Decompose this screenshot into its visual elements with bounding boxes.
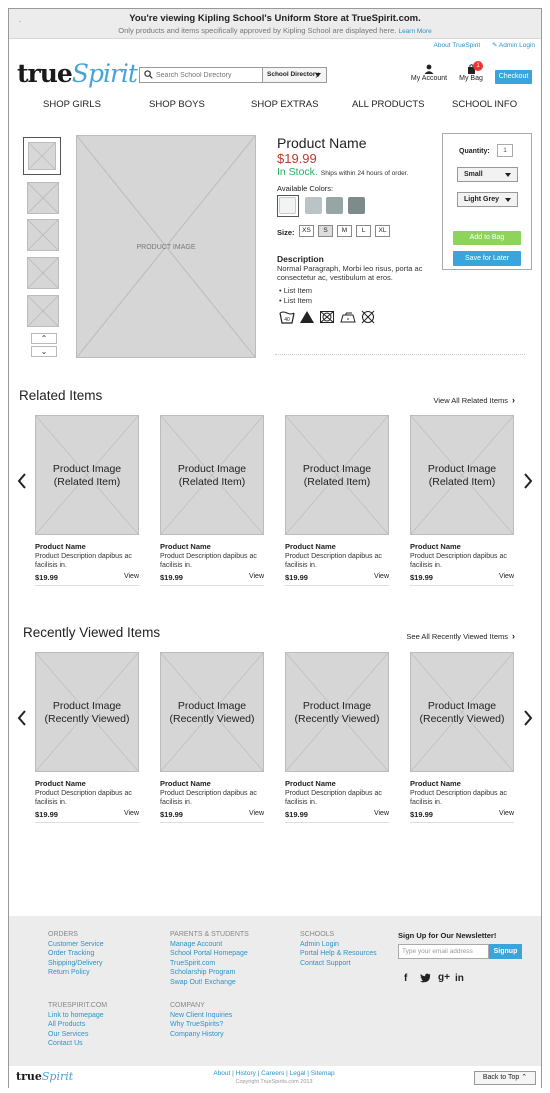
product-card-name[interactable]: Product Name: [160, 779, 211, 788]
chevron-down-icon: [505, 173, 511, 177]
product-card-image-label: Product Image (Recently Viewed): [169, 700, 255, 725]
logo-true: true: [17, 59, 72, 88]
admin-login-link[interactable]: ✎ Admin Login: [491, 42, 535, 49]
thumbnail-3[interactable]: [27, 219, 59, 251]
footer-link[interactable]: School Portal Homepage: [170, 950, 248, 957]
footer-link[interactable]: Customer Service: [48, 940, 104, 948]
quantity-input[interactable]: 1: [497, 144, 513, 157]
product-card-description: Product Description dapibus ac facilisis in.: [160, 790, 257, 806]
thumbnail-4[interactable]: [27, 257, 59, 289]
footer-bottom-links[interactable]: About | History | Careers | Legal | Sitemap: [213, 1070, 335, 1077]
banner-title: You're viewing Kipling School's Uniform Store at TrueSpirit.com.: [129, 13, 421, 24]
footer-link[interactable]: Admin Login: [300, 940, 339, 948]
product-card-price: $19.99: [410, 810, 433, 819]
about-truespirit-link[interactable]: About TrueSpirit: [433, 42, 481, 49]
footer-col-heading: TRUESPIRIT.COM: [48, 1002, 108, 1009]
top-links: [424, 41, 535, 49]
no-dry-clean-icon: [360, 309, 376, 325]
bag-count-badge: 1: [473, 61, 483, 71]
product-card-price-row: [285, 810, 389, 819]
related-items-title: Related Items: [19, 388, 103, 403]
bleach-icon: [299, 309, 315, 325]
product-card-image-label: Product Image (Recently Viewed): [419, 700, 505, 725]
main-product-image: [76, 135, 256, 358]
logo-spirit: Spirit: [71, 59, 137, 88]
product-card-name[interactable]: Product Name: [160, 542, 211, 551]
description-heading: Description: [277, 254, 324, 264]
footer-link[interactable]: Scholarship Program: [170, 969, 236, 976]
product-card-price: $19.99: [160, 810, 183, 819]
product-card[interactable]: [160, 652, 264, 823]
footer-col-orders: [48, 930, 104, 978]
stock-status: [277, 166, 408, 178]
thumbnail-image: [28, 142, 56, 170]
learn-more-link[interactable]: Learn More: [398, 28, 432, 35]
size-xl-button[interactable]: XL: [375, 225, 390, 237]
product-card-price-row: [35, 573, 139, 582]
thumbnail-5[interactable]: [27, 295, 59, 327]
buy-box: [442, 133, 532, 270]
product-card-divider: [410, 585, 514, 586]
view-all-related-label: View All Related Items: [433, 396, 508, 405]
related-prev-arrow[interactable]: [17, 473, 27, 494]
my-bag-label: My Bag: [459, 75, 483, 82]
tumble-dry-icon: [319, 309, 335, 325]
product-card-price: $19.99: [410, 573, 433, 582]
my-account-label: My Account: [410, 75, 448, 82]
product-card-image-label: Product Image (Recently Viewed): [44, 700, 130, 725]
product-card-name[interactable]: Product Name: [285, 542, 336, 551]
product-card-description: Product Description dapibus ac facilisis in.: [410, 553, 507, 569]
product-card[interactable]: [285, 652, 389, 823]
product-card-price-row: [160, 810, 264, 819]
product-card-view-link[interactable]: View: [248, 573, 264, 580]
product-card-view-link[interactable]: View: [248, 810, 264, 817]
checkout-button[interactable]: Checkout: [495, 70, 532, 84]
size-l-button[interactable]: L: [356, 225, 371, 237]
footer-link[interactable]: Contact Support: [300, 959, 351, 967]
back-to-top-button[interactable]: Back to Top ⌃: [474, 1071, 536, 1085]
footer-link[interactable]: TrueSpirit.com: [170, 959, 216, 967]
product-card-divider: [160, 585, 264, 586]
size-m-button[interactable]: M: [337, 225, 352, 237]
product-card-view-link[interactable]: View: [123, 810, 139, 817]
product-card-description: Product Description dapibus ac facilisis in.: [285, 553, 382, 569]
product-card[interactable]: [410, 415, 514, 586]
footer-col-truespirit: [48, 1001, 107, 1049]
search-icon[interactable]: [144, 70, 153, 81]
product-card-name[interactable]: Product Name: [35, 542, 86, 551]
nav-school-info[interactable]: SCHOOL INFO: [452, 99, 518, 110]
chevron-down-icon: [315, 73, 321, 77]
page-frame: [8, 8, 542, 1088]
truespirit-logo[interactable]: [17, 59, 137, 88]
product-card-price: $19.99: [285, 573, 308, 582]
footer-bottom-bar: [9, 1066, 541, 1088]
product-card-price-row: [285, 573, 389, 582]
product-card-divider: [285, 822, 389, 823]
banner-dot: .: [19, 15, 22, 24]
care-icons: [279, 309, 378, 329]
product-card-name[interactable]: Product Name: [35, 779, 86, 788]
footer-col-heading: ORDERS: [48, 931, 78, 938]
divider: [275, 354, 525, 355]
see-all-recent-link[interactable]: [406, 631, 515, 641]
nav-all-products[interactable]: ALL PRODUCTS: [352, 99, 425, 110]
my-account-button[interactable]: [409, 64, 449, 82]
copyright: Copyright TrueSpirits.com 2013: [235, 1079, 313, 1085]
product-card-price-row: [410, 573, 514, 582]
footer-col-company: [170, 1001, 232, 1039]
product-card-image-label: Product Image (Recently Viewed): [294, 700, 380, 725]
footer-link[interactable]: Why TrueSpirits?: [170, 1021, 224, 1028]
product-card-view-link[interactable]: View: [373, 573, 389, 580]
my-bag-button[interactable]: [457, 64, 485, 82]
product-card-price: $19.99: [35, 810, 58, 819]
product-card-view-link[interactable]: View: [123, 573, 139, 580]
product-card[interactable]: [410, 652, 514, 823]
footer-link[interactable]: New Client Inquiries: [170, 1011, 233, 1019]
linkedin-icon[interactable]: in: [455, 973, 464, 984]
color-swatch-3[interactable]: [326, 197, 343, 214]
size-xs-button[interactable]: XS: [299, 225, 314, 237]
footer-link[interactable]: Swap Out! Exchange: [170, 978, 236, 986]
product-card-divider: [160, 822, 264, 823]
footer-col-parents: [170, 930, 249, 987]
product-card-image[interactable]: [410, 415, 514, 535]
recently-viewed-title: Recently Viewed Items: [23, 625, 161, 640]
product-card-price: $19.99: [285, 810, 308, 819]
product-card-description: Product Description dapibus ac facilisis in.: [285, 790, 382, 806]
product-card-name[interactable]: Product Name: [285, 779, 336, 788]
facebook-icon[interactable]: f: [404, 973, 408, 984]
chevron-right-icon: ›: [512, 631, 515, 641]
thumbnail-1[interactable]: [23, 137, 61, 175]
newsletter-email-input[interactable]: Type your email address: [398, 944, 489, 959]
footer-link[interactable]: Company History: [170, 1030, 224, 1038]
newsletter-heading: Sign Up for Our Newsletter!: [398, 931, 497, 940]
product-card[interactable]: [35, 652, 139, 823]
see-all-recent-label: See All Recently Viewed Items: [406, 632, 508, 641]
recent-next-arrow[interactable]: [523, 710, 533, 731]
wash-40-icon: [279, 309, 295, 325]
footer-col-heading: SCHOOLS: [300, 931, 335, 938]
recent-prev-arrow[interactable]: [17, 710, 27, 731]
nav-shop-girls[interactable]: SHOP GIRLS: [43, 99, 101, 110]
product-card-price-row: [410, 810, 514, 819]
footer: [9, 916, 541, 1066]
footer-link[interactable]: Order Tracking: [48, 950, 95, 957]
product-card-image[interactable]: [285, 415, 389, 535]
twitter-icon[interactable]: [420, 973, 431, 986]
thumbnail-up-button[interactable]: [31, 333, 57, 344]
search-scope-dropdown[interactable]: [262, 68, 326, 82]
product-price: $19.99: [277, 151, 317, 166]
product-card-image[interactable]: [410, 652, 514, 772]
stock-label: In Stock.: [277, 166, 318, 178]
search-bar: [139, 67, 327, 83]
product-card-divider: [35, 585, 139, 586]
product-card-image[interactable]: [285, 652, 389, 772]
main-image-label: PRODUCT IMAGE: [136, 244, 196, 251]
color-select[interactable]: [457, 192, 518, 207]
product-card-image[interactable]: [160, 415, 264, 535]
footer-col-heading: PARENTS & STUDENTS: [170, 931, 249, 938]
footer-link[interactable]: Contact Us: [48, 1040, 83, 1047]
description-text: Normal Paragraph, Morbi leo risus, porta ac consectetur ac, vestibulum at eros.: [277, 264, 423, 282]
ships-note: Ships within 24 hours of order.: [320, 170, 409, 177]
product-card-image[interactable]: [160, 652, 264, 772]
product-card-view-link[interactable]: View: [498, 810, 514, 817]
product-card-image-label: Product Image (Related Item): [52, 463, 122, 488]
google-plus-icon[interactable]: g+: [438, 972, 450, 983]
product-card[interactable]: [160, 415, 264, 586]
product-name: Product Name: [277, 135, 367, 151]
list-item: • List Item: [279, 296, 313, 305]
nav-shop-boys[interactable]: SHOP BOYS: [149, 99, 205, 110]
color-swatch-1[interactable]: [279, 197, 296, 214]
list-item: • List Item: [279, 286, 313, 295]
product-card-divider: [285, 585, 389, 586]
chevron-up-icon: ⌃: [40, 334, 48, 343]
thumbnail-2[interactable]: [27, 182, 59, 214]
product-card-price-row: [35, 810, 139, 819]
footer-logo[interactable]: [16, 1070, 73, 1083]
product-card-image-label: Product Image (Related Item): [302, 463, 372, 488]
product-card-divider: [410, 822, 514, 823]
thumbnail-down-button[interactable]: [31, 346, 57, 357]
product-card-name[interactable]: Product Name: [410, 779, 461, 788]
banner-subtitle: [9, 26, 541, 35]
product-card-description: Product Description dapibus ac facilisis in.: [35, 790, 132, 806]
related-next-arrow[interactable]: [523, 473, 533, 494]
footer-link[interactable]: Return Policy: [48, 969, 90, 976]
search-input[interactable]: [156, 69, 266, 81]
search-scope-label: School Directory: [267, 71, 320, 78]
product-card-image-label: Product Image (Related Item): [177, 463, 247, 488]
footer-col-schools: [300, 930, 377, 968]
product-card-image[interactable]: [35, 415, 139, 535]
footer-link[interactable]: All Products: [48, 1021, 86, 1028]
footer-link[interactable]: Our Services: [48, 1030, 89, 1038]
size-s-button[interactable]: S: [318, 225, 333, 237]
product-card-view-link[interactable]: View: [498, 573, 514, 580]
footer-link[interactable]: Shipping/Delivery: [48, 959, 103, 967]
view-all-related-link[interactable]: [434, 395, 515, 405]
color-swatch-4[interactable]: [348, 197, 365, 214]
product-card-divider: [35, 822, 139, 823]
color-select-value: Light Grey: [464, 196, 500, 203]
main-nav: [9, 99, 541, 113]
colors-label: Available Colors:: [277, 184, 334, 193]
chevron-right-icon: ›: [512, 395, 515, 405]
size-select-value: Small: [464, 171, 483, 178]
banner-subtitle-text: Only products and items specifically approved by Kipling School are displayed here.: [118, 26, 397, 35]
chevron-down-icon: [505, 198, 511, 202]
product-card-price-row: [160, 573, 264, 582]
newsletter-signup-button[interactable]: Signup: [489, 944, 522, 959]
user-icon: [409, 64, 449, 75]
product-card-view-link[interactable]: View: [373, 810, 389, 817]
product-card-image[interactable]: [35, 652, 139, 772]
quantity-label: Quantity:: [459, 148, 490, 155]
product-card[interactable]: [285, 415, 389, 586]
school-banner: [9, 9, 541, 39]
product-card-name[interactable]: Product Name: [410, 542, 461, 551]
product-card-price: $19.99: [160, 573, 183, 582]
svg-text:40: 40: [284, 317, 290, 323]
nav-shop-extras[interactable]: SHOP EXTRAS: [251, 99, 319, 110]
footer-col-heading: COMPANY: [170, 1002, 205, 1009]
product-card-description: Product Description dapibus ac facilisis in.: [160, 553, 257, 569]
product-card[interactable]: [35, 415, 139, 586]
footer-link[interactable]: Portal Help & Resources: [300, 950, 377, 957]
color-swatch-2[interactable]: [305, 197, 322, 214]
save-for-later-button[interactable]: Save for Later: [453, 251, 521, 266]
product-card-description: Product Description dapibus ac facilisis in.: [410, 790, 507, 806]
footer-logo-spirit: Spirit: [41, 1070, 74, 1083]
footer-link[interactable]: Link to homepage: [48, 1011, 104, 1019]
add-to-bag-button[interactable]: Add to Bag: [453, 231, 521, 245]
size-label: Size:: [277, 228, 295, 237]
product-card-price: $19.99: [35, 573, 58, 582]
footer-link[interactable]: Manage Account: [170, 940, 223, 948]
footer-logo-true: true: [16, 1070, 42, 1083]
iron-icon: [340, 309, 356, 325]
size-select[interactable]: [457, 167, 518, 182]
product-card-image-label: Product Image (Related Item): [427, 463, 497, 488]
chevron-down-icon: ⌄: [40, 347, 48, 356]
product-card-description: Product Description dapibus ac facilisis in.: [35, 553, 132, 569]
